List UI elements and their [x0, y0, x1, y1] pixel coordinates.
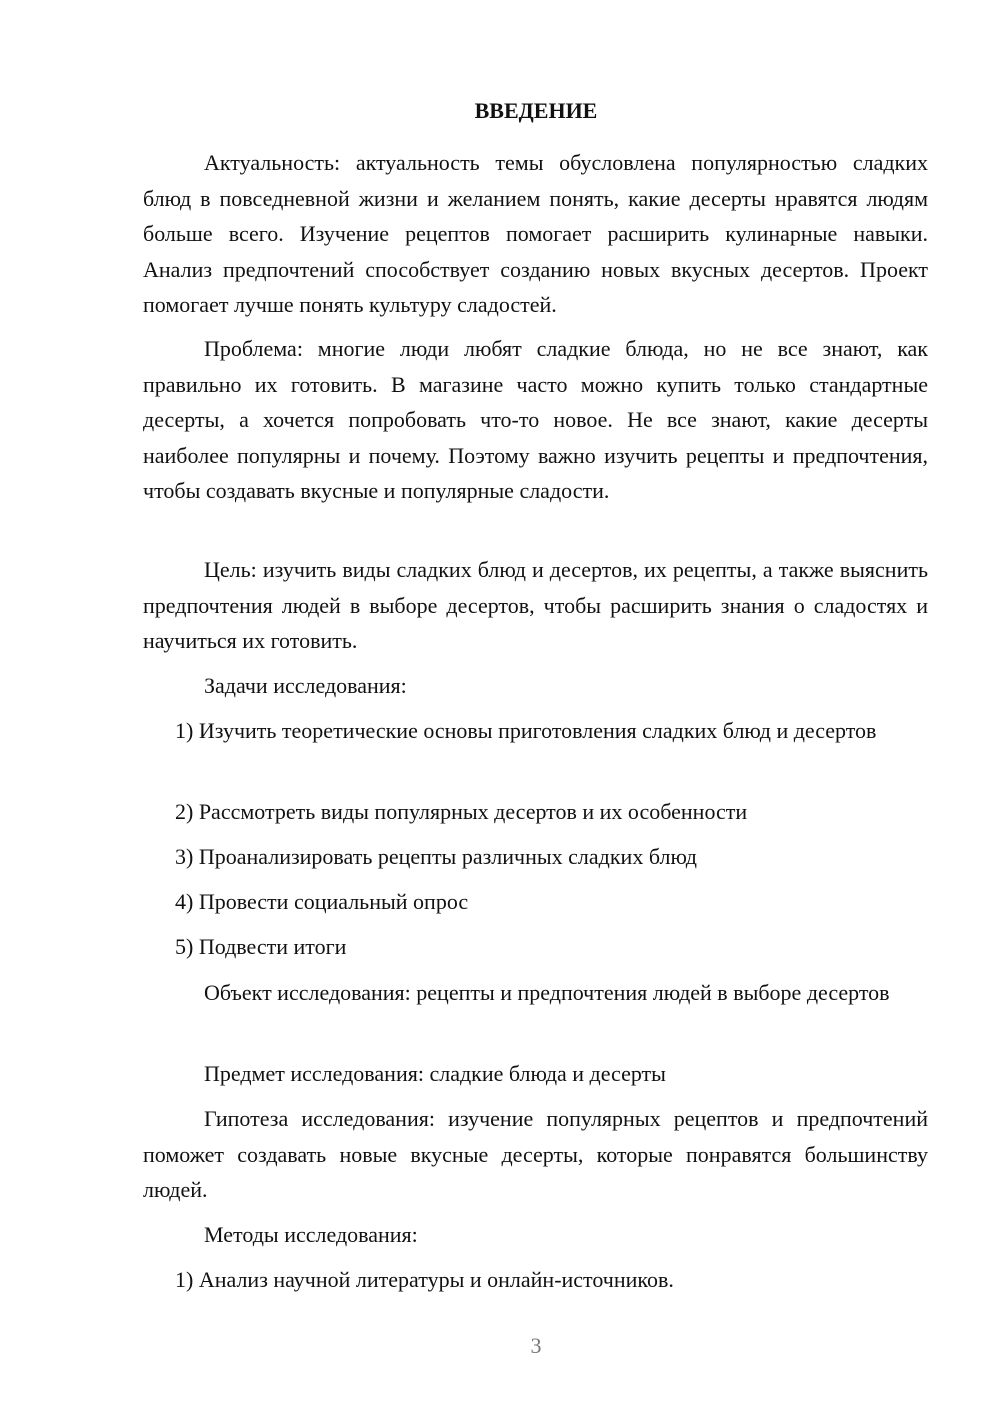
tasks-heading: Задачи исследования:: [204, 673, 407, 698]
relevance-paragraph: Актуальность: актуальность темы обусловлена популярностью сладких блюд в повседневной жизни и желанием понять, какие десерты нравятся людям больше всего. Изучение рецептов помогает расширить кулинарные навыки. Анализ предпочтений способствует созданию новых вкусных десертов. Проект помогает лучше понять культуру сладостей.: [143, 150, 928, 317]
task-item-3: 3) Проанализировать рецепты различных сладких блюд: [175, 844, 697, 869]
task-item-2: 2) Рассмотреть виды популярных десертов и их особенности: [175, 799, 748, 824]
subject-paragraph: Предмет исследования: сладкие блюда и десерты: [204, 1061, 666, 1086]
problem-paragraph: Проблема: многие люди любят сладкие блюда, но не все знают, как правильно их готовить. В магазине часто можно купить только стандартные десерты, а хочется попробовать что-то новое. Не все знают, какие десерты наиболее популярны и почему. Поэтому важно изучить рецепты и предпочтения, чтобы создавать вкусные и популярные сладости.: [143, 336, 928, 503]
section-title: ВВЕДЕНИЕ: [474, 98, 598, 123]
goal-paragraph: Цель: изучить виды сладких блюд и десертов, их рецепты, а также выяснить предпочтения людей в выборе десертов, чтобы расширить знания о сладостях и научиться их готовить.: [143, 557, 928, 653]
page-number: 3: [530, 1333, 542, 1358]
task-item-4: 4) Провести социальный опрос: [175, 889, 469, 914]
task-item-5: 5) Подвести итоги: [175, 934, 347, 959]
object-paragraph: Объект исследования: рецепты и предпочтения людей в выборе десертов: [204, 980, 890, 1005]
hypothesis-paragraph: Гипотеза исследования: изучение популярных рецептов и предпочтений поможет создавать новые вкусные десерты, которые понравятся большинству людей.: [143, 1106, 928, 1202]
task-item-1: 1) Изучить теоретические основы приготовления сладких блюд и десертов: [175, 718, 877, 743]
method-item-1: 1) Анализ научной литературы и онлайн-источников.: [175, 1267, 674, 1292]
methods-heading: Методы исследования:: [204, 1222, 418, 1247]
